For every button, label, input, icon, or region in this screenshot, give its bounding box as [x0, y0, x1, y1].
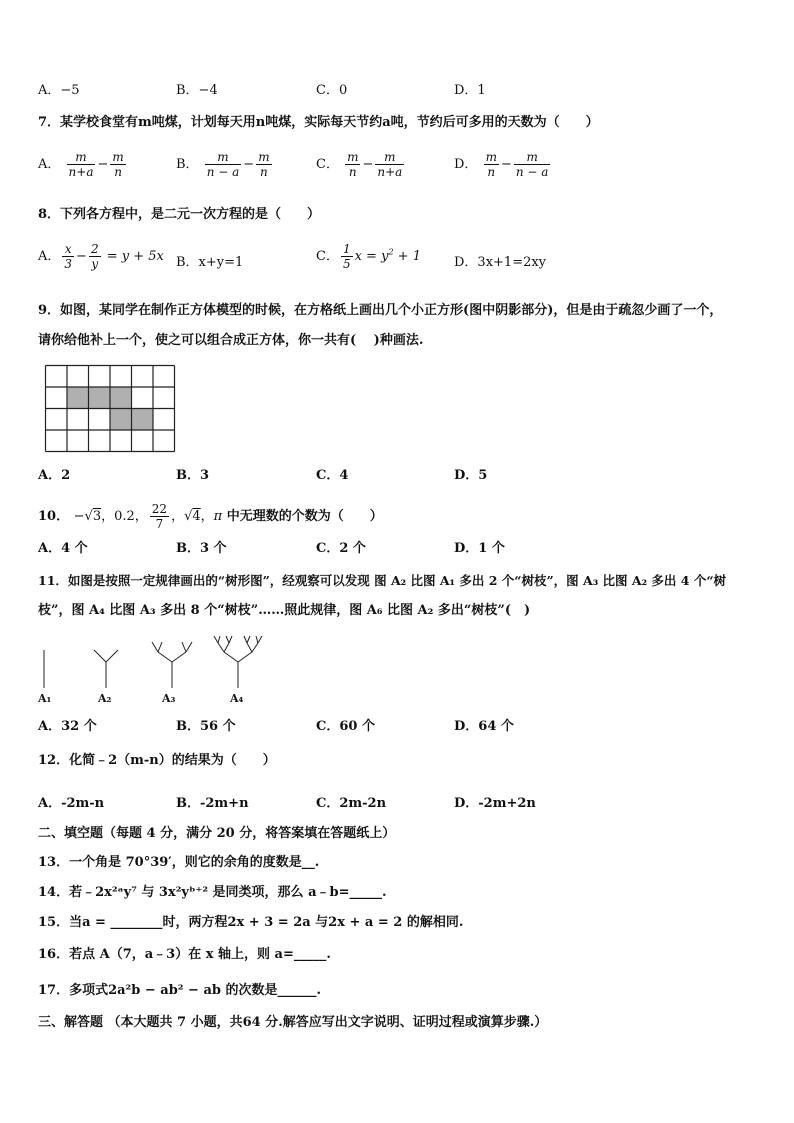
- q8-option-c: C． $\frac{1}{5}$ $x = y^2 + 1$: [316, 242, 421, 271]
- q8-option-b: B．x+y=1: [176, 255, 244, 270]
- q9-stem-line1: 9．如图，某同学在制作正方体模型的时候，在方格纸上画出几个小正方形(图中阴影部分)，但是由于疏忽少画了一个，: [38, 303, 723, 318]
- q9-grid-figure: [44, 364, 178, 454]
- q6-option-b: B．−4: [176, 83, 218, 98]
- q7-option-b: B． $\frac{m}{n - a}$ − $\frac{m}{n}$: [176, 150, 270, 179]
- grid-shaded-cell: [89, 387, 111, 409]
- q11-option-b: B．56 个: [176, 719, 236, 734]
- q12-stem: 12．化简﹣2（m-n）的结果为（ ）: [38, 753, 276, 768]
- q9-option-a: A．2: [38, 468, 71, 483]
- tree-a3: [152, 642, 192, 688]
- q15-stem: 15．当a = ________时，两方程2x + 3 = 2a 与2x + a = 2 的解相同.: [38, 915, 464, 930]
- q16-stem: 16．若点 A（7，a﹣3）在 x 轴上，则 a=_____.: [38, 947, 331, 962]
- tree-label-a3: A₃: [162, 692, 176, 705]
- section-3-heading: 三、解答题 （本大题共 7 小题，共64 分.解答应写出文字说明、证明过程或演算步骤.）: [38, 1015, 548, 1030]
- grid-shaded-cell: [110, 387, 132, 409]
- q6-option-d: D．1: [454, 83, 486, 98]
- q9-option-b: B．3: [176, 468, 210, 483]
- grid-shaded-cell: [132, 409, 154, 431]
- q10-tail: 中无理数的个数为（ ）: [226, 509, 383, 524]
- section-2-heading: 二、填空题（每题 4 分，满分 20 分，将答案填在答题纸上）: [38, 826, 396, 841]
- tree-label-a1: A₁: [38, 692, 52, 705]
- q12-option-c: C．2m-2n: [316, 796, 387, 811]
- grid-shaded-cell: [110, 409, 132, 431]
- q11-option-a: A．32 个: [38, 719, 97, 734]
- q11-option-c: C．60 个: [316, 719, 375, 734]
- q12-option-d: D．-2m+2n: [454, 796, 536, 811]
- q8-stem: 8．下列各方程中，是二元一次方程的是（ ）: [38, 207, 321, 222]
- q11-stem-line2: 枝”，图 A₄ 比图 A₃ 多出 8 个“树枝”……照此规律，图 A₆ 比图 A₂ 多出“树枝”( ): [38, 603, 531, 618]
- tree-a2: [94, 650, 118, 688]
- q13-stem: 13．一个角是 70°39′，则它的余角的度数是__.: [38, 855, 320, 870]
- q10-number: 10．: [38, 509, 70, 524]
- q17-stem: 17．多项式2a²b − ab² − ab 的次数是______.: [38, 983, 322, 998]
- q7-option-c: C． $\frac{m}{n}$ − $\frac{m}{n+a}$: [316, 150, 403, 179]
- q9-option-d: D．5: [454, 468, 488, 483]
- q14-stem: 14．若﹣2x²ᵃy⁷ 与 3x²yᵇ⁺² 是同类项，那么 a﹣b=_____.: [38, 885, 387, 900]
- tree-a4: [214, 636, 262, 688]
- q9-option-c: C．4: [316, 468, 349, 483]
- tree-label-a2: A₂: [98, 692, 112, 705]
- q7-stem: 7．某学校食堂有m吨煤，计划每天用n吨煤，实际每天节约a吨，节约后可多用的天数为（ ）: [38, 115, 599, 130]
- q10-option-c: C．2 个: [316, 541, 366, 556]
- q6-option-a: A．−5: [38, 83, 80, 98]
- q10-option-b: B．3 个: [176, 541, 227, 556]
- q11-stem-line1: 11．如图是按照一定规律画出的“树形图”，经观察可以发现 图 A₂ 比图 A₁ 多出 2 个“树枝”，图 A₃ 比图 A₂ 多出 4 个“树: [38, 573, 727, 588]
- q9-stem-line2: 请你给他补上一个，使之可以组合成正方体，你一共有( )种画法.: [38, 333, 424, 348]
- q8-option-d: D．3x+1=2xy: [454, 255, 547, 270]
- q12-option-b: B．-2m+n: [176, 796, 249, 811]
- q7-option-a: A． $\frac{m}{n+a}$ − $\frac{m}{n}$: [38, 150, 124, 179]
- q7-option-d: D． $\frac{m}{n}$ − $\frac{m}{n - a}$: [454, 150, 549, 179]
- tree-label-a4: A₄: [230, 692, 244, 705]
- q10-stem: 10． −√3，0.2， $\frac{22}{7}$ ，√4，π 中无理数的个数为（ ）: [38, 502, 383, 531]
- q8-option-a: A． $\frac{x}{3}$ − $\frac{2}{y}$ = y + 5x: [38, 242, 164, 271]
- q12-option-a: A．-2m-n: [38, 796, 105, 811]
- grid-shaded-cell: [67, 387, 89, 409]
- q11-option-d: D．64 个: [454, 719, 514, 734]
- q10-option-a: A．4 个: [38, 541, 88, 556]
- q10-option-d: D．1 个: [454, 541, 505, 556]
- q6-option-c: C．0: [316, 83, 348, 98]
